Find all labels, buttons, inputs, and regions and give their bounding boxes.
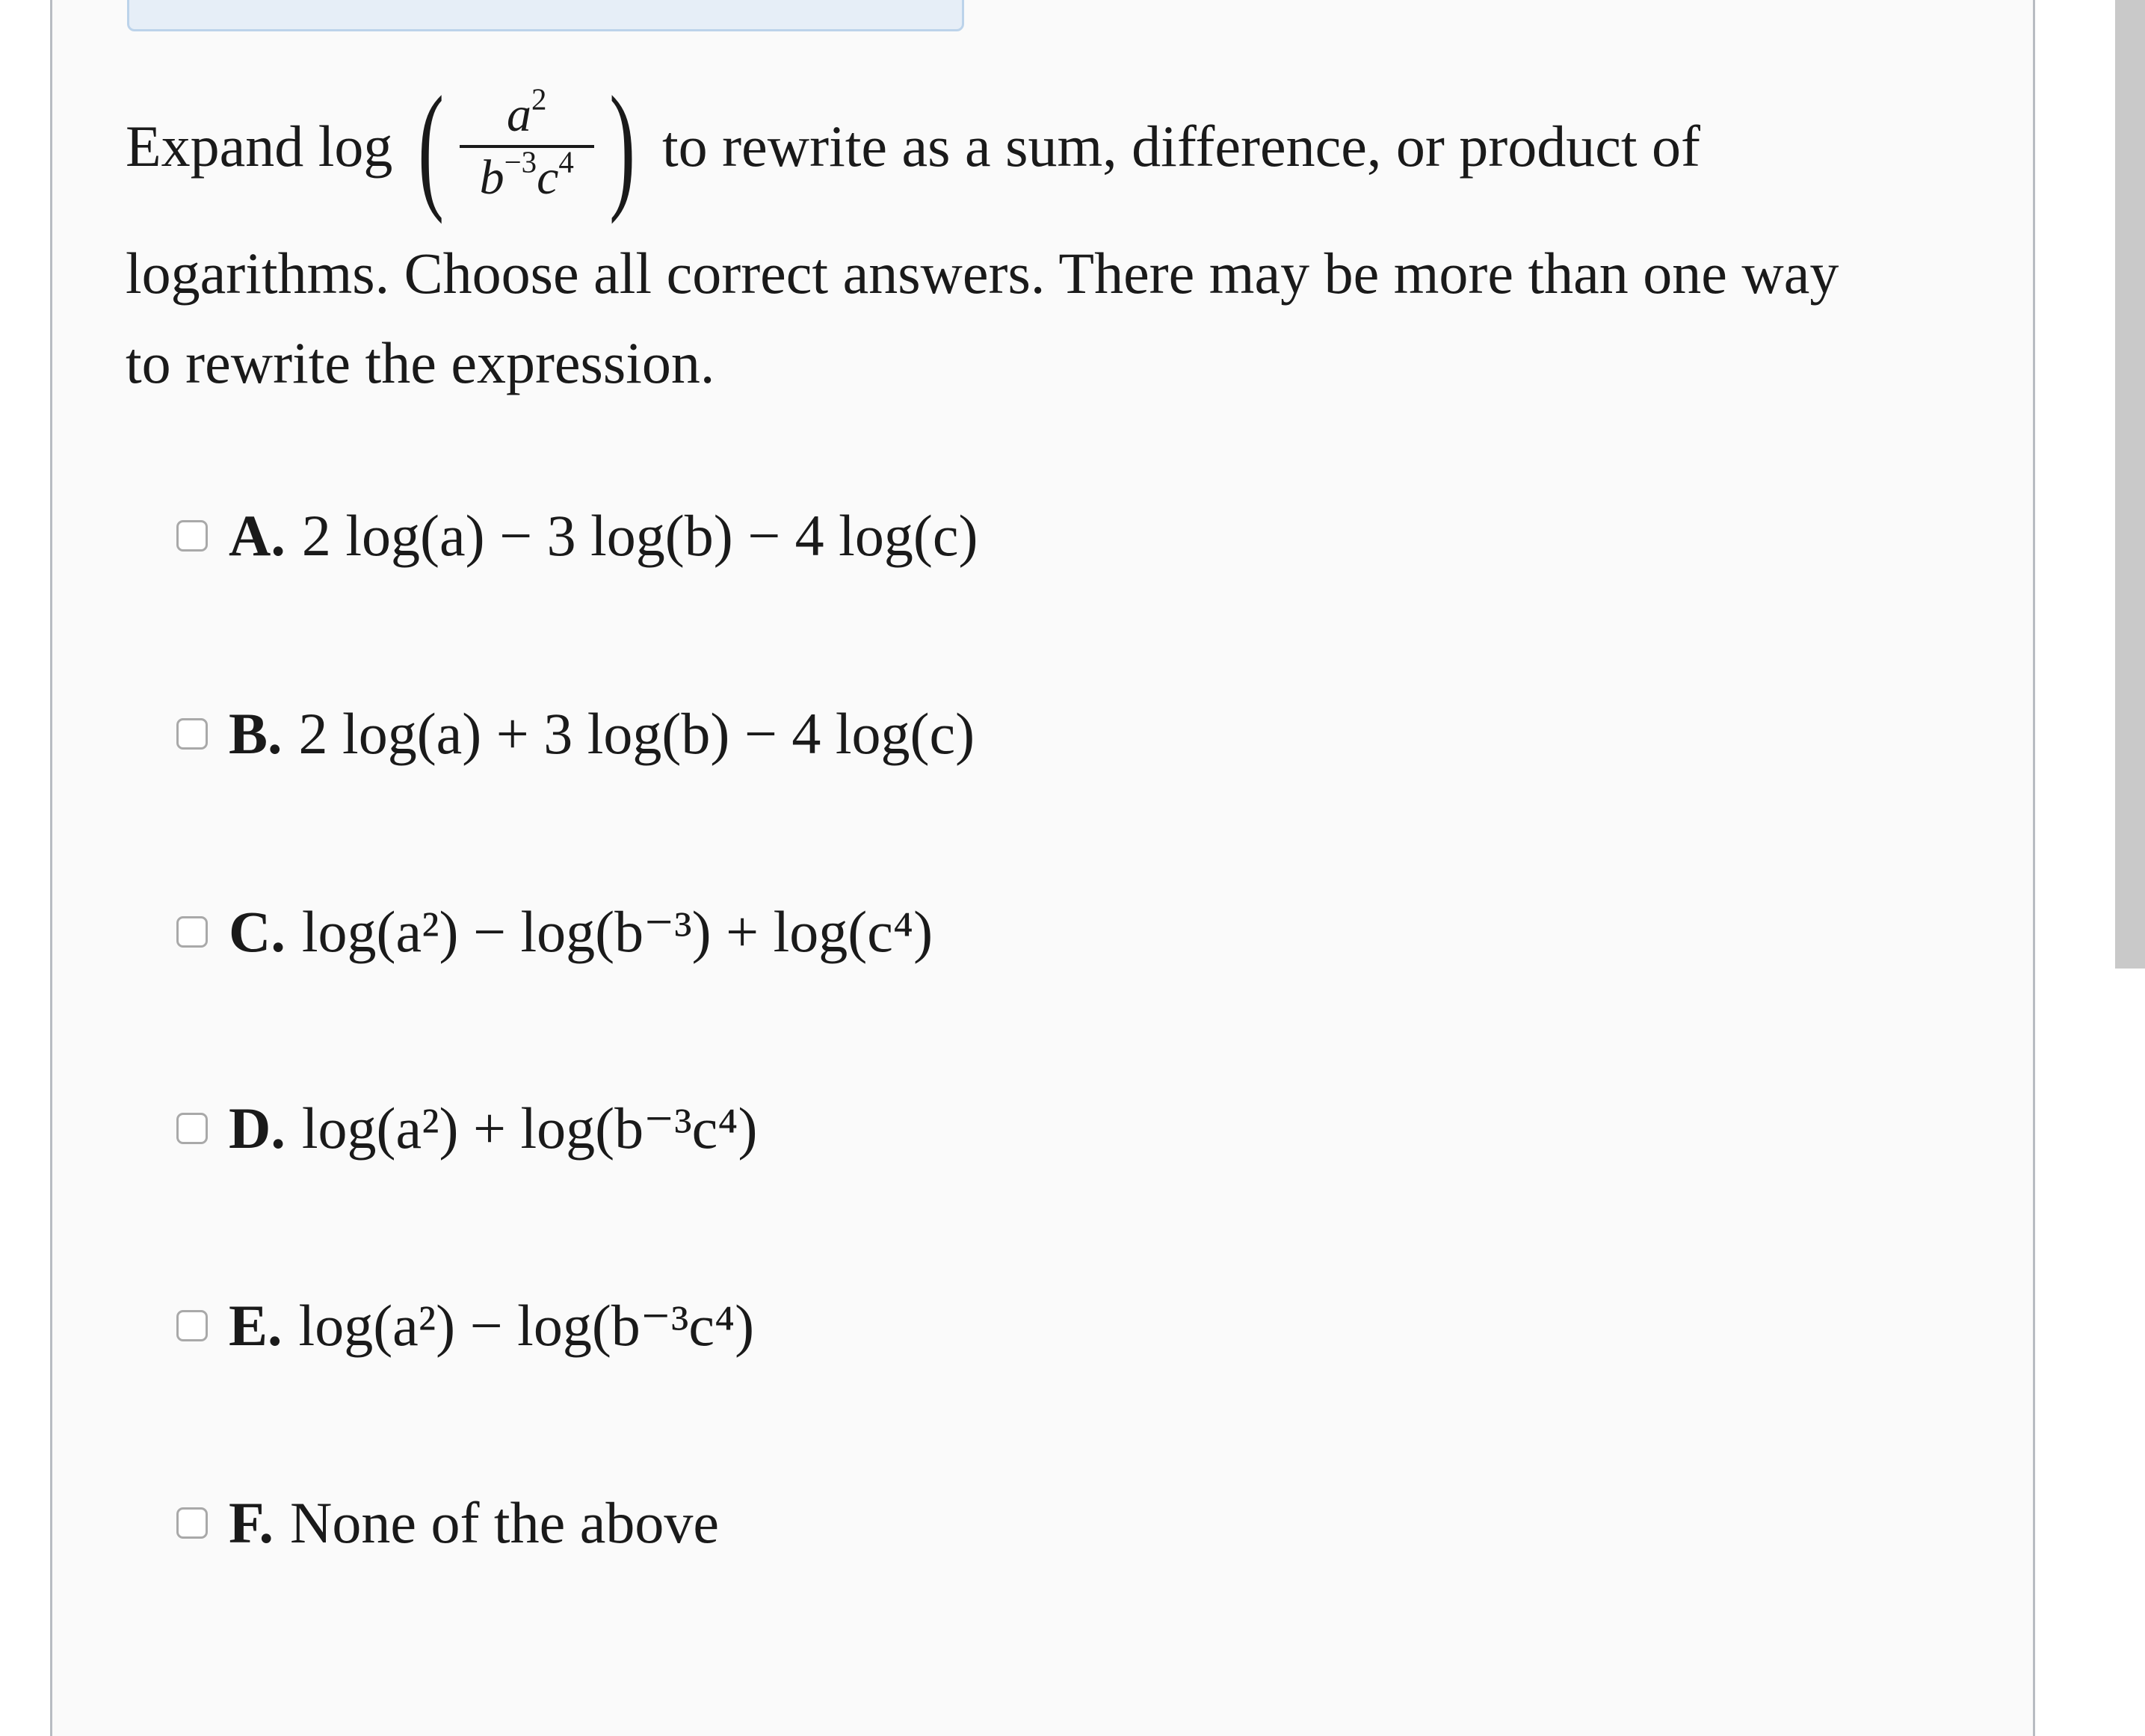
vertical-scrollbar[interactable] (2115, 0, 2145, 969)
option-b[interactable] (176, 693, 975, 775)
option-a-checkbox[interactable] (176, 520, 208, 552)
question-text (126, 68, 2009, 408)
denominator-c: c (537, 150, 559, 205)
option-e-letter: E. (229, 1293, 283, 1358)
denominator-b: b (479, 150, 504, 205)
option-a[interactable] (176, 495, 978, 577)
option-d[interactable] (176, 1087, 757, 1170)
option-e[interactable] (176, 1285, 754, 1367)
option-c-text[interactable]: log(a²) − log(b⁻³) + log(c⁴) (301, 899, 933, 964)
fraction-numerator (499, 82, 554, 145)
question-prefix: Expand log (126, 114, 393, 179)
option-d-text[interactable]: log(a²) + log(b⁻³c⁴) (301, 1096, 758, 1161)
option-b-checkbox[interactable] (176, 718, 208, 750)
left-paren: ( (418, 68, 445, 225)
option-f[interactable] (176, 1482, 719, 1564)
option-b-letter: B. (229, 701, 283, 766)
option-d-checkbox[interactable] (176, 1113, 208, 1144)
option-c-letter: C. (229, 899, 286, 964)
numerator-base: a (506, 87, 531, 142)
right-paren: ) (608, 68, 635, 225)
fraction-denominator (472, 145, 581, 208)
option-a-letter: A. (229, 503, 286, 568)
option-e-checkbox[interactable] (176, 1310, 208, 1341)
option-f-letter: F. (229, 1490, 274, 1555)
denominator-b-exponent: −3 (504, 145, 537, 179)
denominator-c-exponent: 4 (558, 145, 574, 179)
fraction (460, 82, 594, 208)
numerator-exponent: 2 (531, 82, 547, 117)
option-c[interactable] (176, 891, 933, 973)
option-e-text[interactable]: log(a²) − log(b⁻³c⁴) (298, 1293, 755, 1358)
question-line-1 (126, 68, 2009, 225)
option-c-checkbox[interactable] (176, 916, 208, 948)
answer-box-top (127, 0, 964, 31)
option-a-text[interactable]: 2 log(a) − 3 log(b) − 4 log(c) (301, 503, 978, 568)
log-argument-fraction (407, 68, 646, 225)
question-panel (50, 0, 2035, 1736)
option-b-text[interactable]: 2 log(a) + 3 log(b) − 4 log(c) (298, 701, 975, 766)
option-f-text[interactable]: None of the above (290, 1490, 719, 1555)
option-f-checkbox[interactable] (176, 1507, 208, 1539)
question-suffix: to rewrite as a sum, difference, or product of (662, 114, 1701, 179)
question-line-3: to rewrite the expression. (126, 330, 715, 395)
option-d-letter: D. (229, 1096, 286, 1161)
question-line-2: logarithms. Choose all correct answers. There may be more than one way (126, 241, 1839, 306)
